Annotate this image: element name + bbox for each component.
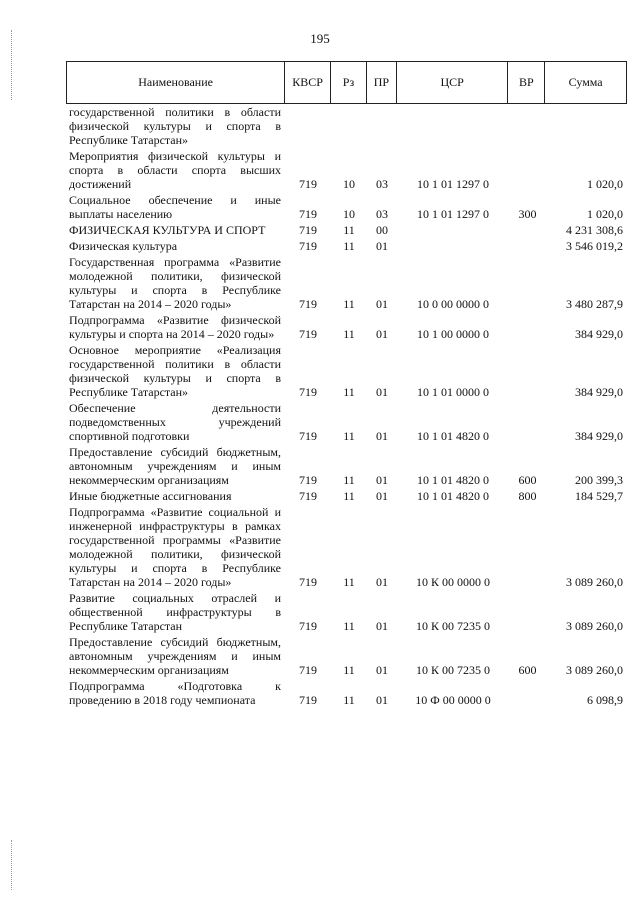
row-sum: 384 929,0 <box>575 327 623 341</box>
row-pr: 01 <box>376 297 388 311</box>
row-sum: 3 089 260,0 <box>566 663 623 677</box>
header-csr: ЦСР <box>397 62 509 103</box>
table-row <box>66 313 627 341</box>
row-pr: 01 <box>376 473 388 487</box>
row-pr: 03 <box>376 177 388 191</box>
row-pr: 01 <box>376 385 388 399</box>
row-csr: 10 1 01 1297 0 <box>417 177 489 191</box>
row-name: Предоставление субсидий бюджетным, автономным учреждениям и иным некоммерческим организациям <box>69 445 281 487</box>
table-row <box>66 343 627 399</box>
row-rz: 11 <box>343 619 355 633</box>
row-pr: 01 <box>376 663 388 677</box>
row-rz: 11 <box>343 385 355 399</box>
row-pr: 01 <box>376 693 388 707</box>
table-row <box>66 239 627 253</box>
row-kvsr: 719 <box>299 239 317 253</box>
row-kvsr: 719 <box>299 327 317 341</box>
row-csr: 10 1 00 0000 0 <box>417 327 489 341</box>
row-rz: 11 <box>343 489 355 503</box>
margin-marks-bottom <box>11 840 14 890</box>
row-rz: 11 <box>343 663 355 677</box>
row-name: Предоставление субсидий бюджетным, автономным учреждениям и иным некоммерческим организациям <box>69 635 281 677</box>
row-name: ФИЗИЧЕСКАЯ КУЛЬТУРА И СПОРТ <box>69 223 266 237</box>
row-name: государственной политики в области физической культуры и спорта в Республике Татарстан» <box>69 105 281 147</box>
table-row <box>66 505 627 589</box>
table-row <box>66 401 627 443</box>
row-vr: 600 <box>518 473 537 487</box>
table-row <box>66 591 627 633</box>
row-sum: 200 399,3 <box>575 473 623 487</box>
header-pr: ПР <box>367 62 397 103</box>
header-vr: ВР <box>508 62 545 103</box>
row-name: Социальное обеспечение и иные выплаты населению <box>69 193 281 221</box>
row-csr: 10 0 00 0000 0 <box>417 297 489 311</box>
row-kvsr: 719 <box>299 663 317 677</box>
row-sum: 384 929,0 <box>575 385 623 399</box>
row-pr: 03 <box>376 207 388 221</box>
row-rz: 10 <box>343 177 355 191</box>
row-sum: 4 231 308,6 <box>566 223 623 237</box>
row-pr: 00 <box>376 223 388 237</box>
row-kvsr: 719 <box>299 223 317 237</box>
row-name: Основное мероприятие «Реализация государственной политики в области физической культуры и спорта в Республике Татарстан» <box>69 343 281 399</box>
row-rz: 11 <box>343 239 355 253</box>
table-row <box>66 679 627 707</box>
row-kvsr: 719 <box>299 385 317 399</box>
row-csr: 10 Ф 00 0000 0 <box>415 693 491 707</box>
table-header <box>66 61 627 104</box>
row-sum: 184 529,7 <box>575 489 623 503</box>
row-name: Развитие социальных отраслей и общественной инфраструктуры в Республике Татарстан <box>69 591 281 633</box>
row-rz: 11 <box>343 223 355 237</box>
table-row <box>66 489 627 503</box>
row-pr: 01 <box>376 489 388 503</box>
row-rz: 11 <box>343 297 355 311</box>
row-csr: 10 1 01 4820 0 <box>417 489 489 503</box>
row-sum: 3 480 287,9 <box>566 297 623 311</box>
row-kvsr: 719 <box>299 297 317 311</box>
table-row <box>66 105 627 147</box>
row-csr: 10 К 00 7235 0 <box>415 663 490 677</box>
row-name: Иные бюджетные ассигнования <box>69 489 232 503</box>
row-rz: 11 <box>343 327 355 341</box>
row-rz: 11 <box>343 429 355 443</box>
row-name: Подпрограмма «Развитие социальной и инженерной инфраструктуры в рамках государственной программы «Развитие молодежной политики, физической культуры и спорта в Республике Татарстан на 2014 – 2020 годы» <box>69 505 281 589</box>
row-pr: 01 <box>376 619 388 633</box>
row-name: Обеспечение деятельности подведомственных учреждений спортивной подготовки <box>69 401 281 443</box>
row-kvsr: 719 <box>299 429 317 443</box>
row-rz: 11 <box>343 473 355 487</box>
table-body <box>66 105 627 709</box>
row-sum: 1 020,0 <box>587 177 623 191</box>
row-sum: 3 089 260,0 <box>566 619 623 633</box>
row-pr: 01 <box>376 327 388 341</box>
row-csr: 10 К 00 7235 0 <box>415 619 490 633</box>
row-rz: 11 <box>343 575 355 589</box>
table-row <box>66 223 627 237</box>
header-rz: Рз <box>331 62 367 103</box>
table-row <box>66 635 627 677</box>
row-name: Подпрограмма «Развитие физической культуры и спорта на 2014 – 2020 годы» <box>69 313 281 341</box>
row-csr: 10 1 01 4820 0 <box>417 429 489 443</box>
row-kvsr: 719 <box>299 489 317 503</box>
table-row <box>66 193 627 221</box>
row-kvsr: 719 <box>299 575 317 589</box>
row-pr: 01 <box>376 429 388 443</box>
row-vr: 600 <box>518 663 537 677</box>
row-csr: 10 К 00 0000 0 <box>415 575 490 589</box>
row-kvsr: 719 <box>299 473 317 487</box>
row-name: Мероприятия физической культуры и спорта в области спорта высших достижений <box>69 149 281 191</box>
row-sum: 6 098,9 <box>587 693 623 707</box>
row-sum: 3 089 260,0 <box>566 575 623 589</box>
row-name: Государственная программа «Развитие молодежной политики, физической культуры и спорта в Республике Татарстан на 2014 – 2020 годы» <box>69 255 281 311</box>
row-sum: 1 020,0 <box>587 207 623 221</box>
table-row <box>66 445 627 487</box>
row-rz: 11 <box>343 693 355 707</box>
row-csr: 10 1 01 1297 0 <box>417 207 489 221</box>
table-row <box>66 255 627 311</box>
row-pr: 01 <box>376 239 388 253</box>
row-name: Подпрограмма «Подготовка к проведению в 2018 году чемпионата <box>69 679 281 707</box>
table-row <box>66 149 627 191</box>
row-csr: 10 1 01 0000 0 <box>417 385 489 399</box>
row-kvsr: 719 <box>299 693 317 707</box>
row-kvsr: 719 <box>299 177 317 191</box>
header-name: Наименование <box>67 62 285 103</box>
header-sum: Сумма <box>568 75 603 89</box>
row-sum: 384 929,0 <box>575 429 623 443</box>
page-number: 195 <box>310 31 330 46</box>
row-vr: 800 <box>518 489 537 503</box>
row-kvsr: 719 <box>299 619 317 633</box>
row-kvsr: 719 <box>299 207 317 221</box>
header-kvsr: КВСР <box>285 62 331 103</box>
row-sum: 3 546 019,2 <box>566 239 623 253</box>
row-name: Физическая культура <box>69 239 178 253</box>
row-pr: 01 <box>376 575 388 589</box>
row-csr: 10 1 01 4820 0 <box>417 473 489 487</box>
row-vr: 300 <box>518 207 537 221</box>
row-rz: 10 <box>343 207 355 221</box>
